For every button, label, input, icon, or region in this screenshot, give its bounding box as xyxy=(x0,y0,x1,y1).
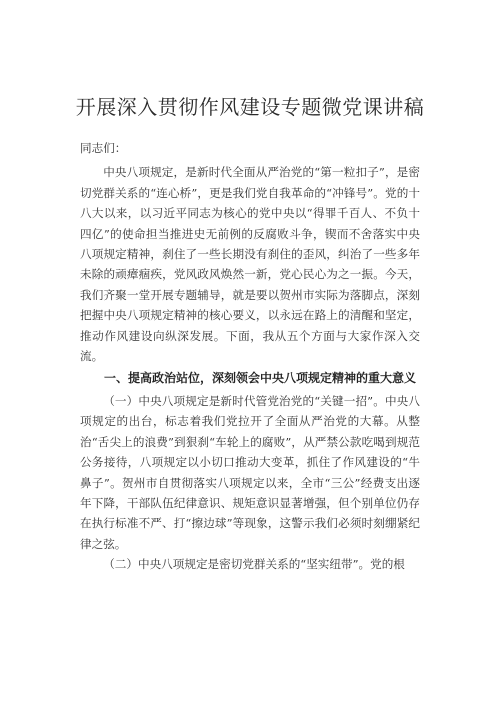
document-title: 开展深入贯彻作风建设专题微党课讲稿 xyxy=(75,95,425,119)
section-paragraph-2: （二）中央八项规定是密切党群关系的“坚实纽带”。党的根 xyxy=(103,557,405,572)
document-body xyxy=(80,138,420,575)
section-heading: 一、提高政治站位，深刻领会中央八项规定精神的重大意义 xyxy=(104,371,417,386)
intro-paragraph: 中央八项规定，是新时代全面从严治党的“第一粒扣子”，是密切党群关系的“连心桥”，更是我们党自我革命的“冲锋号”。党的十八大以来，以习近平同志为核心的党中央以“得罪千百人、不负十四亿”的使命担当推进史无前例的反腐败斗争，锲而不舍落实中央八项规定精神，刹住了一些长期没有刹住的歪风，纠治了一些多年未除的顽瘴痼疾，党风政风焕然一新，党心民心为之一振。今天，我们齐聚一堂开展专题辅导，就是要以贺州市实际为落脚点，深刻把握中央八项规定精神的核心要义，以永远在路上的清醒和坚定，推动作风建设向纵深发展。下面，我从五个方面与大家作深入交流。 xyxy=(80,165,420,364)
greeting: 同志们： xyxy=(80,141,127,155)
section-paragraph-1: （一）中央八项规定是新时代管党治党的“关键一招”。中央八项规定的出台，标志着我们党拉开了全面从严治党的大幕。从整治“舌尖上的浪费”到狠刹“车轮上的腐败”，从严禁公款吃喝到规范公务接待，八项规定以小切口推动大变革，抓住了作风建设的“牛鼻子”。贺州市自贯彻落实八项规定以来，全市“三公”经费支出逐年下降，干部队伍纪律意识、规矩意识显著增强，但个别单位仍存在执行标准不严、打“擦边球”等现象，这警示我们必须时刻绷紧纪律之弦。 xyxy=(80,393,420,551)
